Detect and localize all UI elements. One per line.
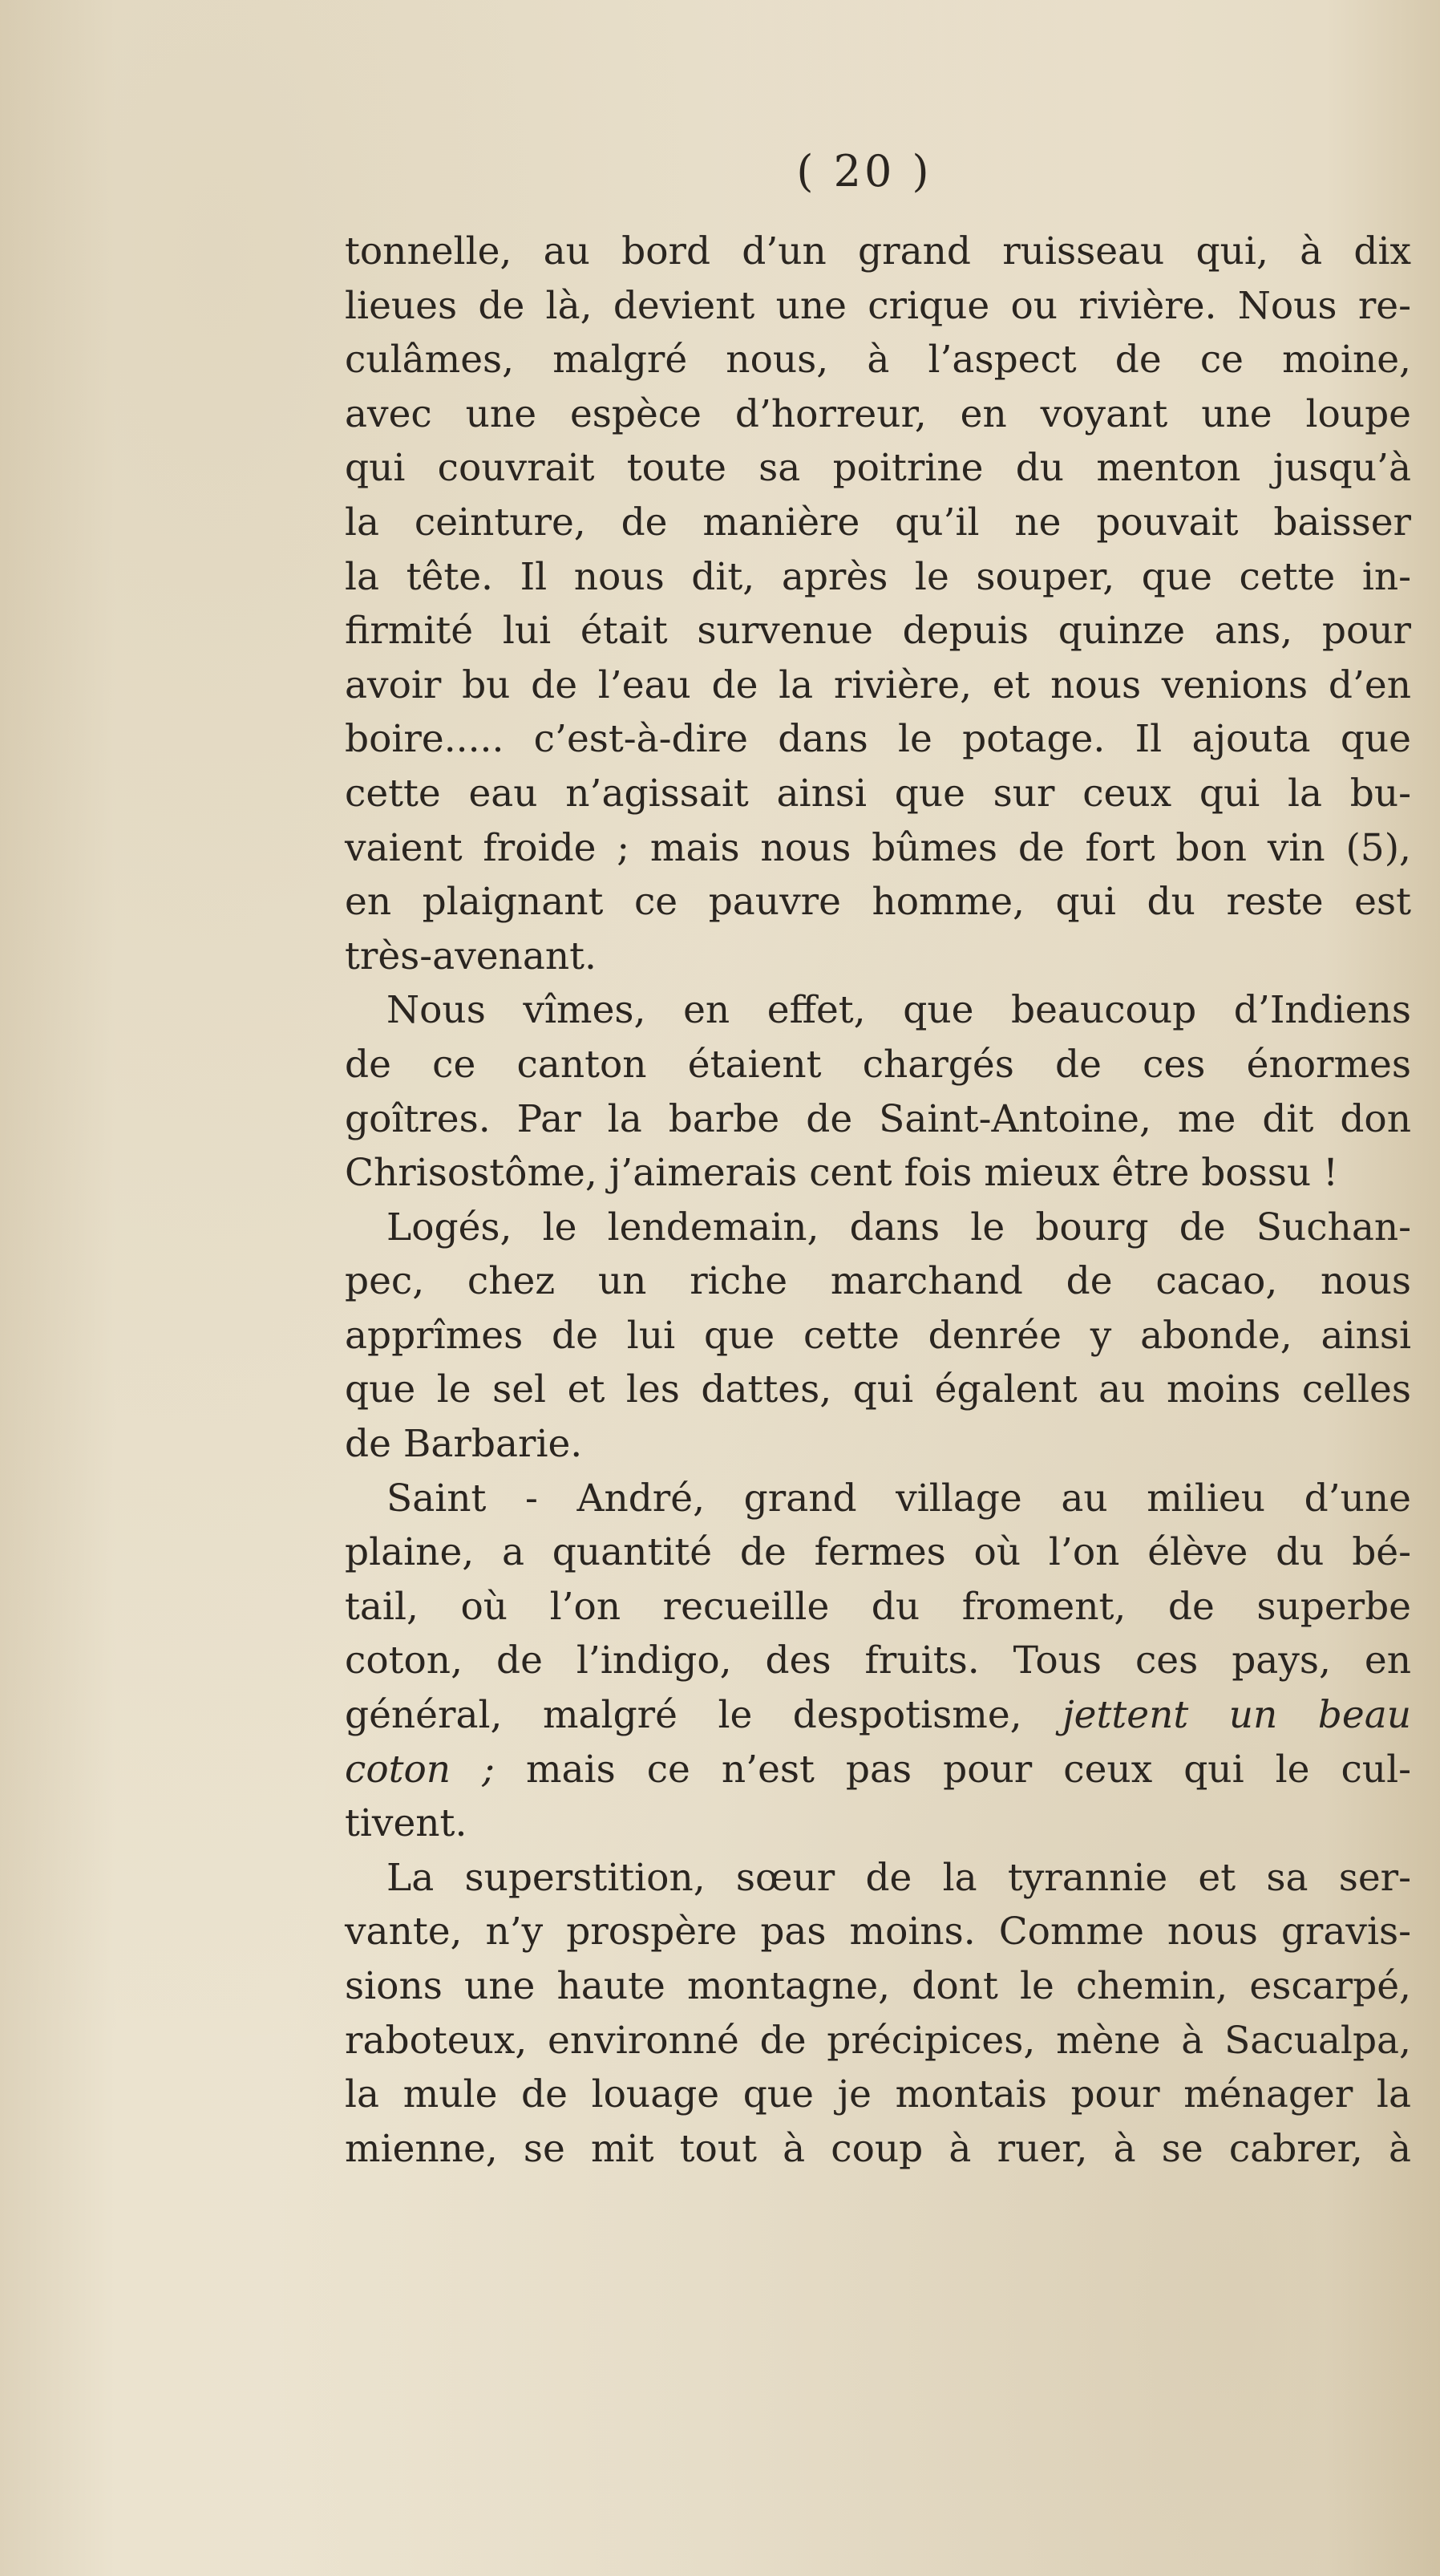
italic-text: jettent un beau <box>1062 1693 1411 1738</box>
text-run: culâmes, malgré nous, à l’aspect de ce moine, <box>345 338 1411 383</box>
text-line <box>345 1146 1411 1201</box>
text-line <box>345 712 1411 767</box>
text-line <box>345 930 1411 984</box>
text-run: plaine, a quantité de fermes où l’on élève du bé- <box>345 1530 1411 1575</box>
text-run: mais ce n’est pas pour ceux qui le cul- <box>525 1747 1411 1792</box>
text-line <box>345 658 1411 713</box>
text-line <box>345 1038 1411 1092</box>
text-run: lieues de là, devient une crique ou rivière. Nous re- <box>345 283 1411 328</box>
text-run: coton, de l’indigo, des fruits. Tous ces pays, en <box>345 1638 1411 1683</box>
text-run: la mule de louage que je montais pour ménager la <box>345 2072 1411 2117</box>
text-run: avoir bu de l’eau de la rivière, et nous venions d’en <box>345 662 1411 707</box>
body-text <box>345 225 1411 2176</box>
text-line <box>345 1417 1411 1472</box>
text-line <box>345 279 1411 334</box>
text-run: tail, où l’on recueille du froment, de superbe <box>345 1584 1411 1629</box>
text-run: firmité lui était survenue depuis quinze ans, pour <box>345 609 1411 654</box>
text-run: la tête. Il nous dit, après le souper, que cette in- <box>345 554 1411 599</box>
text-line <box>345 1309 1411 1363</box>
text-run: très-avenant. <box>345 934 597 978</box>
text-run: la ceinture, de manière qu’il ne pouvait baisser <box>345 500 1411 545</box>
text-run: La superstition, sœur de la tyrannie et sa ser- <box>386 1855 1411 1900</box>
text-line <box>345 1254 1411 1309</box>
text-line <box>345 496 1411 550</box>
text-line <box>345 2122 1411 2177</box>
text-line <box>345 1959 1411 2014</box>
text-line <box>345 1363 1411 1417</box>
text-line <box>345 2014 1411 2068</box>
text-line <box>345 1092 1411 1147</box>
text-line <box>345 1634 1411 1688</box>
text-line <box>345 1688 1411 1743</box>
text-run: boire..... c’est-à-dire dans le potage. Il ajouta que <box>345 717 1411 762</box>
text-line <box>345 1796 1411 1851</box>
text-run: tivent. <box>345 1801 467 1846</box>
text-line <box>345 2068 1411 2122</box>
text-run: vaient froide ; mais nous bûmes de fort bon vin (5), <box>345 825 1411 870</box>
text-run: Nous vîmes, en effet, que beaucoup d’Indiens <box>386 988 1411 1033</box>
text-line <box>345 1851 1411 1906</box>
text-run: Logés, le lendemain, dans le bourg de Suchan- <box>386 1205 1411 1250</box>
text-run: mienne, se mit tout à coup à ruer, à se cabrer, à <box>345 2126 1411 2171</box>
text-run: pec, chez un riche marchand de cacao, nous <box>345 1259 1411 1304</box>
text-run: Chrisostôme, j’aimerais cent fois mieux être bossu ! <box>345 1151 1339 1196</box>
text-run: de Barbarie. <box>345 1422 583 1467</box>
text-run: que le sel et les dattes, qui égalent au moins celles <box>345 1367 1411 1412</box>
text-line <box>345 875 1411 930</box>
text-line <box>345 983 1411 1038</box>
text-line <box>345 767 1411 821</box>
text-line <box>345 1201 1411 1255</box>
text-run: raboteux, environné de précipices, mène à Sacualpa, <box>345 2018 1411 2063</box>
text-run: de ce canton étaient chargés de ces énormes <box>345 1042 1411 1087</box>
text-line <box>345 225 1411 279</box>
text-line <box>345 550 1411 605</box>
text-run: avec une espèce d’horreur, en voyant une loupe <box>345 391 1411 436</box>
text-run: général, malgré le despotisme, <box>345 1693 1022 1738</box>
text-run: tonnelle, au bord d’un grand ruisseau qui, à dix <box>345 229 1411 273</box>
text-run: vante, n’y prospère pas moins. Comme nous gravis- <box>345 1910 1411 1954</box>
text-run: sions une haute montagne, dont le chemin, escarpé, <box>345 1964 1411 2008</box>
text-line <box>345 387 1411 442</box>
text-line <box>345 1580 1411 1634</box>
text-run: Saint - André, grand village au milieu d’une <box>386 1476 1411 1521</box>
text-run: apprîmes de lui que cette denrée y abonde, ainsi <box>345 1313 1411 1358</box>
page-number: ( 20 ) <box>796 146 932 196</box>
text-line <box>345 1525 1411 1580</box>
text-line <box>345 604 1411 658</box>
text-line <box>345 1905 1411 1959</box>
text-line <box>345 333 1411 387</box>
italic-text: coton ; <box>345 1747 495 1792</box>
text-line <box>345 821 1411 876</box>
text-line <box>345 1472 1411 1526</box>
text-run: en plaignant ce pauvre homme, qui du reste est <box>345 880 1411 925</box>
text-run: cette eau n’agissait ainsi que sur ceux qui la bu- <box>345 771 1411 816</box>
text-line <box>345 441 1411 496</box>
text-run: qui couvrait toute sa poitrine du menton jusqu’à <box>345 446 1411 491</box>
text-run: goîtres. Par la barbe de Saint-Antoine, me dit don <box>345 1096 1411 1141</box>
text-line <box>345 1743 1411 1797</box>
